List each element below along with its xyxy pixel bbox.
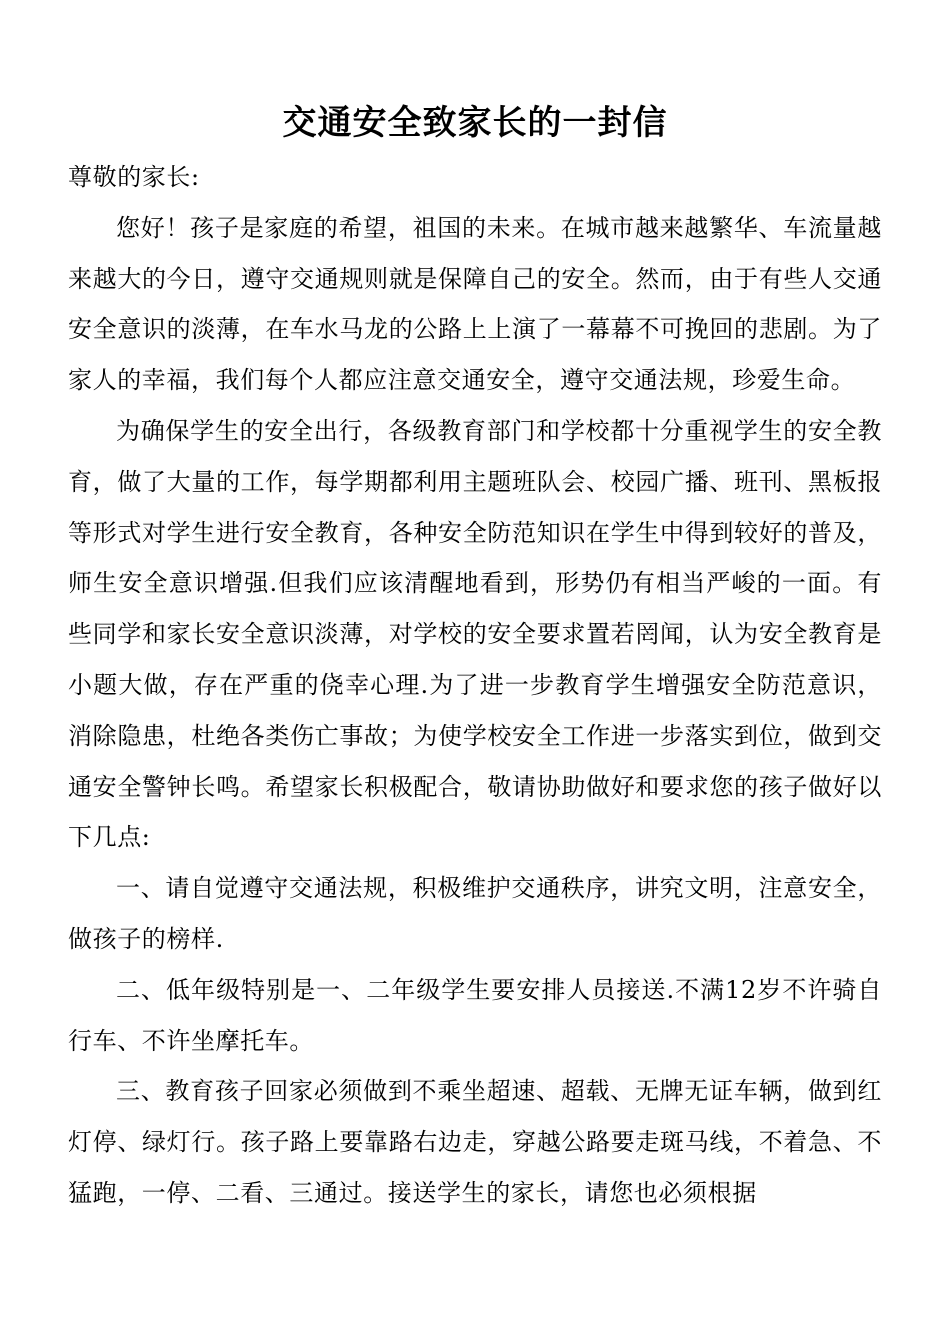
document-title: 交通安全致家长的一封信 <box>282 102 668 143</box>
paragraph-greeting: 您好！孩子是家庭的希望，祖国的未来。在城市越来越繁华、车流量越来越大的今日，遵守交通规则就是保障自己的安全。然而，由于有些人交通安全意识的淡薄，在车水马龙的公路上上演了一幕幕不可挽回的悲剧。为了家人的幸福，我们每个人都应注意交通安全，遵守交通法规，珍爱生命。 <box>68 213 882 395</box>
paragraph-point-three: 三、教育孩子回家必须做到不乘坐超速、超载、无牌无证车辆，做到红灯停、绿灯行。孩子路上要靠路右边走，穿越公路要走斑马线，不着急、不猛跑，一停、二看、三通过。接送学生的家长，请您也必须根据 <box>68 1077 882 1207</box>
salutation: 尊敬的家长: <box>68 163 200 191</box>
letter-body <box>68 152 882 1219</box>
paragraph-school-efforts: 为确保学生的安全出行，各级教育部门和学校都十分重视学生的安全教育，做了大量的工作，每学期都利用主题班队会、校园广播、班刊、黑板报等形式对学生进行安全教育，各种安全防范知识在学生中得到较好的普及，师生安全意识增强.但我们应该清醒地看到，形势仍有相当严峻的一面。有些同学和家长安全意识淡薄，对学校的安全要求置若罔闻，认为安全教育是小题大做，存在严重的侥幸心理.为了进一步教育学生增强安全防范意识，消除隐患，杜绝各类伤亡事故；为使学校安全工作进一步落实到位，做到交通安全警钟长鸣。希望家长积极配合，敬请协助做好和要求您的孩子做好以下几点: <box>68 416 882 852</box>
paragraph-point-one: 一、请自觉遵守交通法规，积极维护交通秩序，讲究文明，注意安全，做孩子的榜样. <box>68 874 882 953</box>
paragraph-point-two: 二、低年级特别是一、二年级学生要安排人员接送.不满12岁不许骑自行车、不许坐摩托车。 <box>68 975 882 1055</box>
